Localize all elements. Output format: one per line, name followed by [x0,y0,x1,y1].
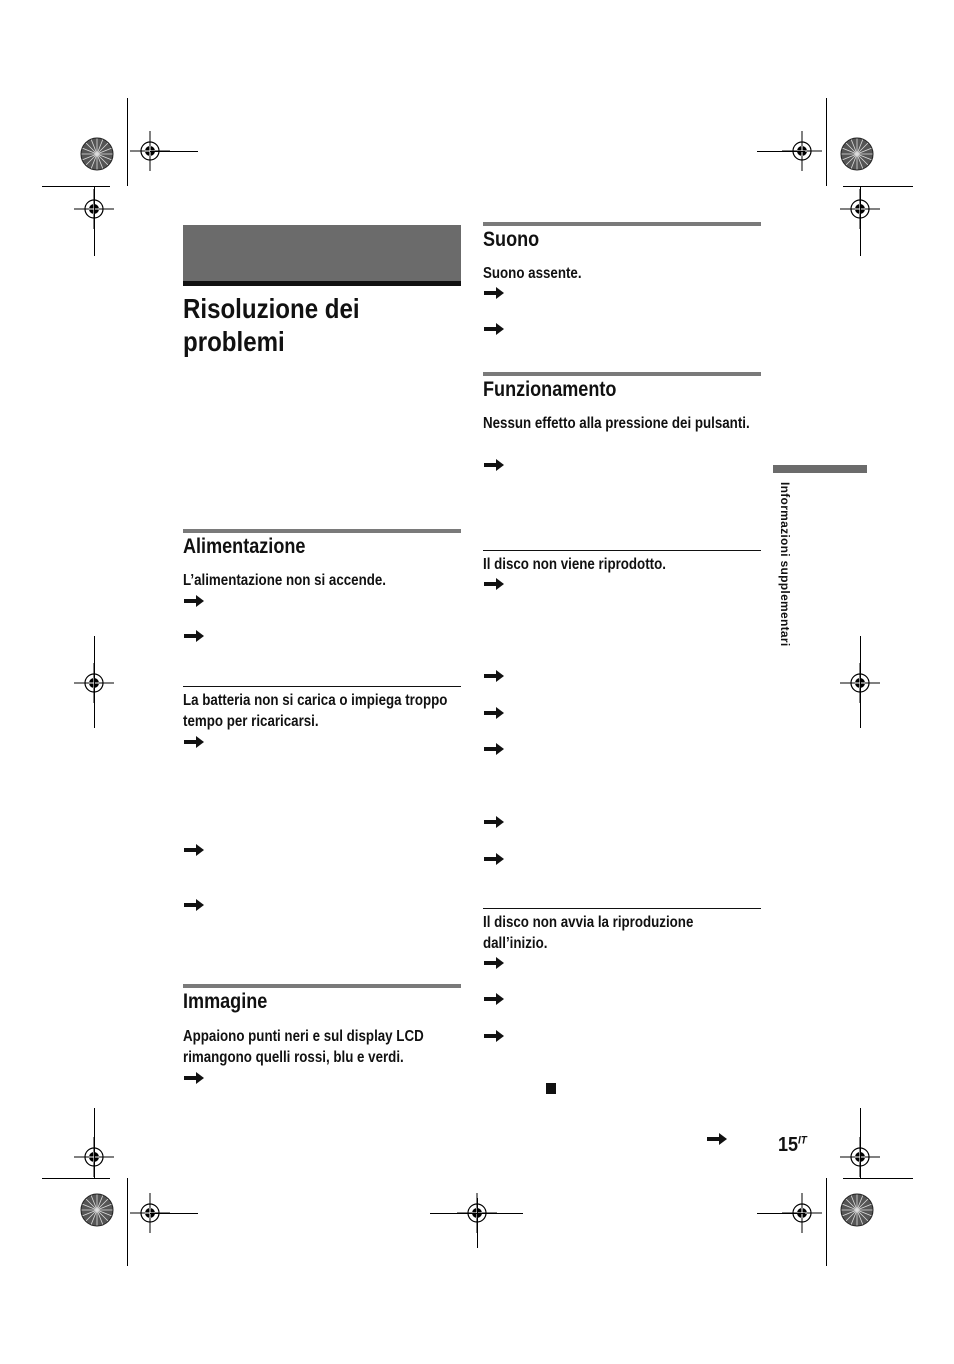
right-arrow-icon [483,286,505,300]
header-rule [183,281,461,286]
divider [183,686,461,687]
star-target-icon [840,137,874,171]
page-number-value: 15 [778,1134,799,1156]
stop-square-icon [546,1083,556,1094]
section-rule [183,529,461,533]
page-number [778,1134,807,1157]
right-arrow-icon [483,815,505,829]
section-title-suono: Suono [483,228,540,251]
star-target-icon [840,1193,874,1227]
section-rule [483,372,761,376]
crop-line [860,636,861,728]
side-tab-bar [773,465,867,473]
crop-line [94,1108,95,1178]
right-arrow-icon [483,322,505,336]
right-arrow-icon [483,742,505,756]
question-buttons: Nessun effetto alla pressione dei pulsanti. [483,415,750,432]
right-arrow-icon [183,843,205,857]
star-target-icon [80,137,114,171]
crop-line [150,1213,198,1214]
crop-line [843,186,913,187]
divider [483,908,761,909]
page-number-suffix: IT [798,1134,807,1147]
crop-line [757,151,805,152]
question-no-sound: Suono assente. [483,265,582,282]
right-arrow-icon [183,594,205,608]
crop-line [127,98,128,186]
crop-line [860,1108,861,1178]
right-arrow-icon [483,956,505,970]
crop-line [42,186,110,187]
question-disc-start: Il disco non avvia la riproduzione dall’inizio. [483,914,694,952]
section-title-immagine: Immagine [183,990,268,1013]
right-arrow-icon [483,577,505,591]
right-arrow-icon [483,669,505,683]
star-target-icon [80,1193,114,1227]
question-lcd-dots: Appaiono punti neri e sul display LCD rimangono quelli rossi, blu e verdi. [183,1028,424,1066]
crop-line [477,1198,478,1248]
right-arrow-icon [706,1132,728,1146]
crop-line [826,1178,827,1266]
crop-line [94,636,95,728]
header-band [183,225,461,281]
question-disc-no-play: Il disco non viene riprodotto. [483,556,666,573]
crop-line [843,1178,913,1179]
right-arrow-icon [483,852,505,866]
question-power-on: L’alimentazione non si accende. [183,572,386,589]
right-arrow-icon [183,898,205,912]
crop-line [127,1178,128,1266]
section-rule [483,222,761,226]
question-battery: La batteria non si carica o impiega troppo tempo per ricaricarsi. [183,692,448,730]
crop-line [150,151,198,152]
right-arrow-icon [483,706,505,720]
side-tab-label: Informazioni supplementari [778,482,792,647]
right-arrow-icon [183,629,205,643]
right-arrow-icon [183,1071,205,1085]
crop-line [757,1213,805,1214]
crop-line [860,186,861,256]
section-title-alimentazione: Alimentazione [183,535,306,558]
right-arrow-icon [483,458,505,472]
crop-line [42,1178,110,1179]
right-arrow-icon [183,735,205,749]
right-arrow-icon [483,1029,505,1043]
section-rule [183,984,461,988]
page-title: Risoluzione dei problemi [183,293,360,357]
crop-line [94,186,95,256]
section-title-funzionamento: Funzionamento [483,378,617,401]
divider [483,550,761,551]
right-arrow-icon [483,992,505,1006]
crop-line [826,98,827,186]
